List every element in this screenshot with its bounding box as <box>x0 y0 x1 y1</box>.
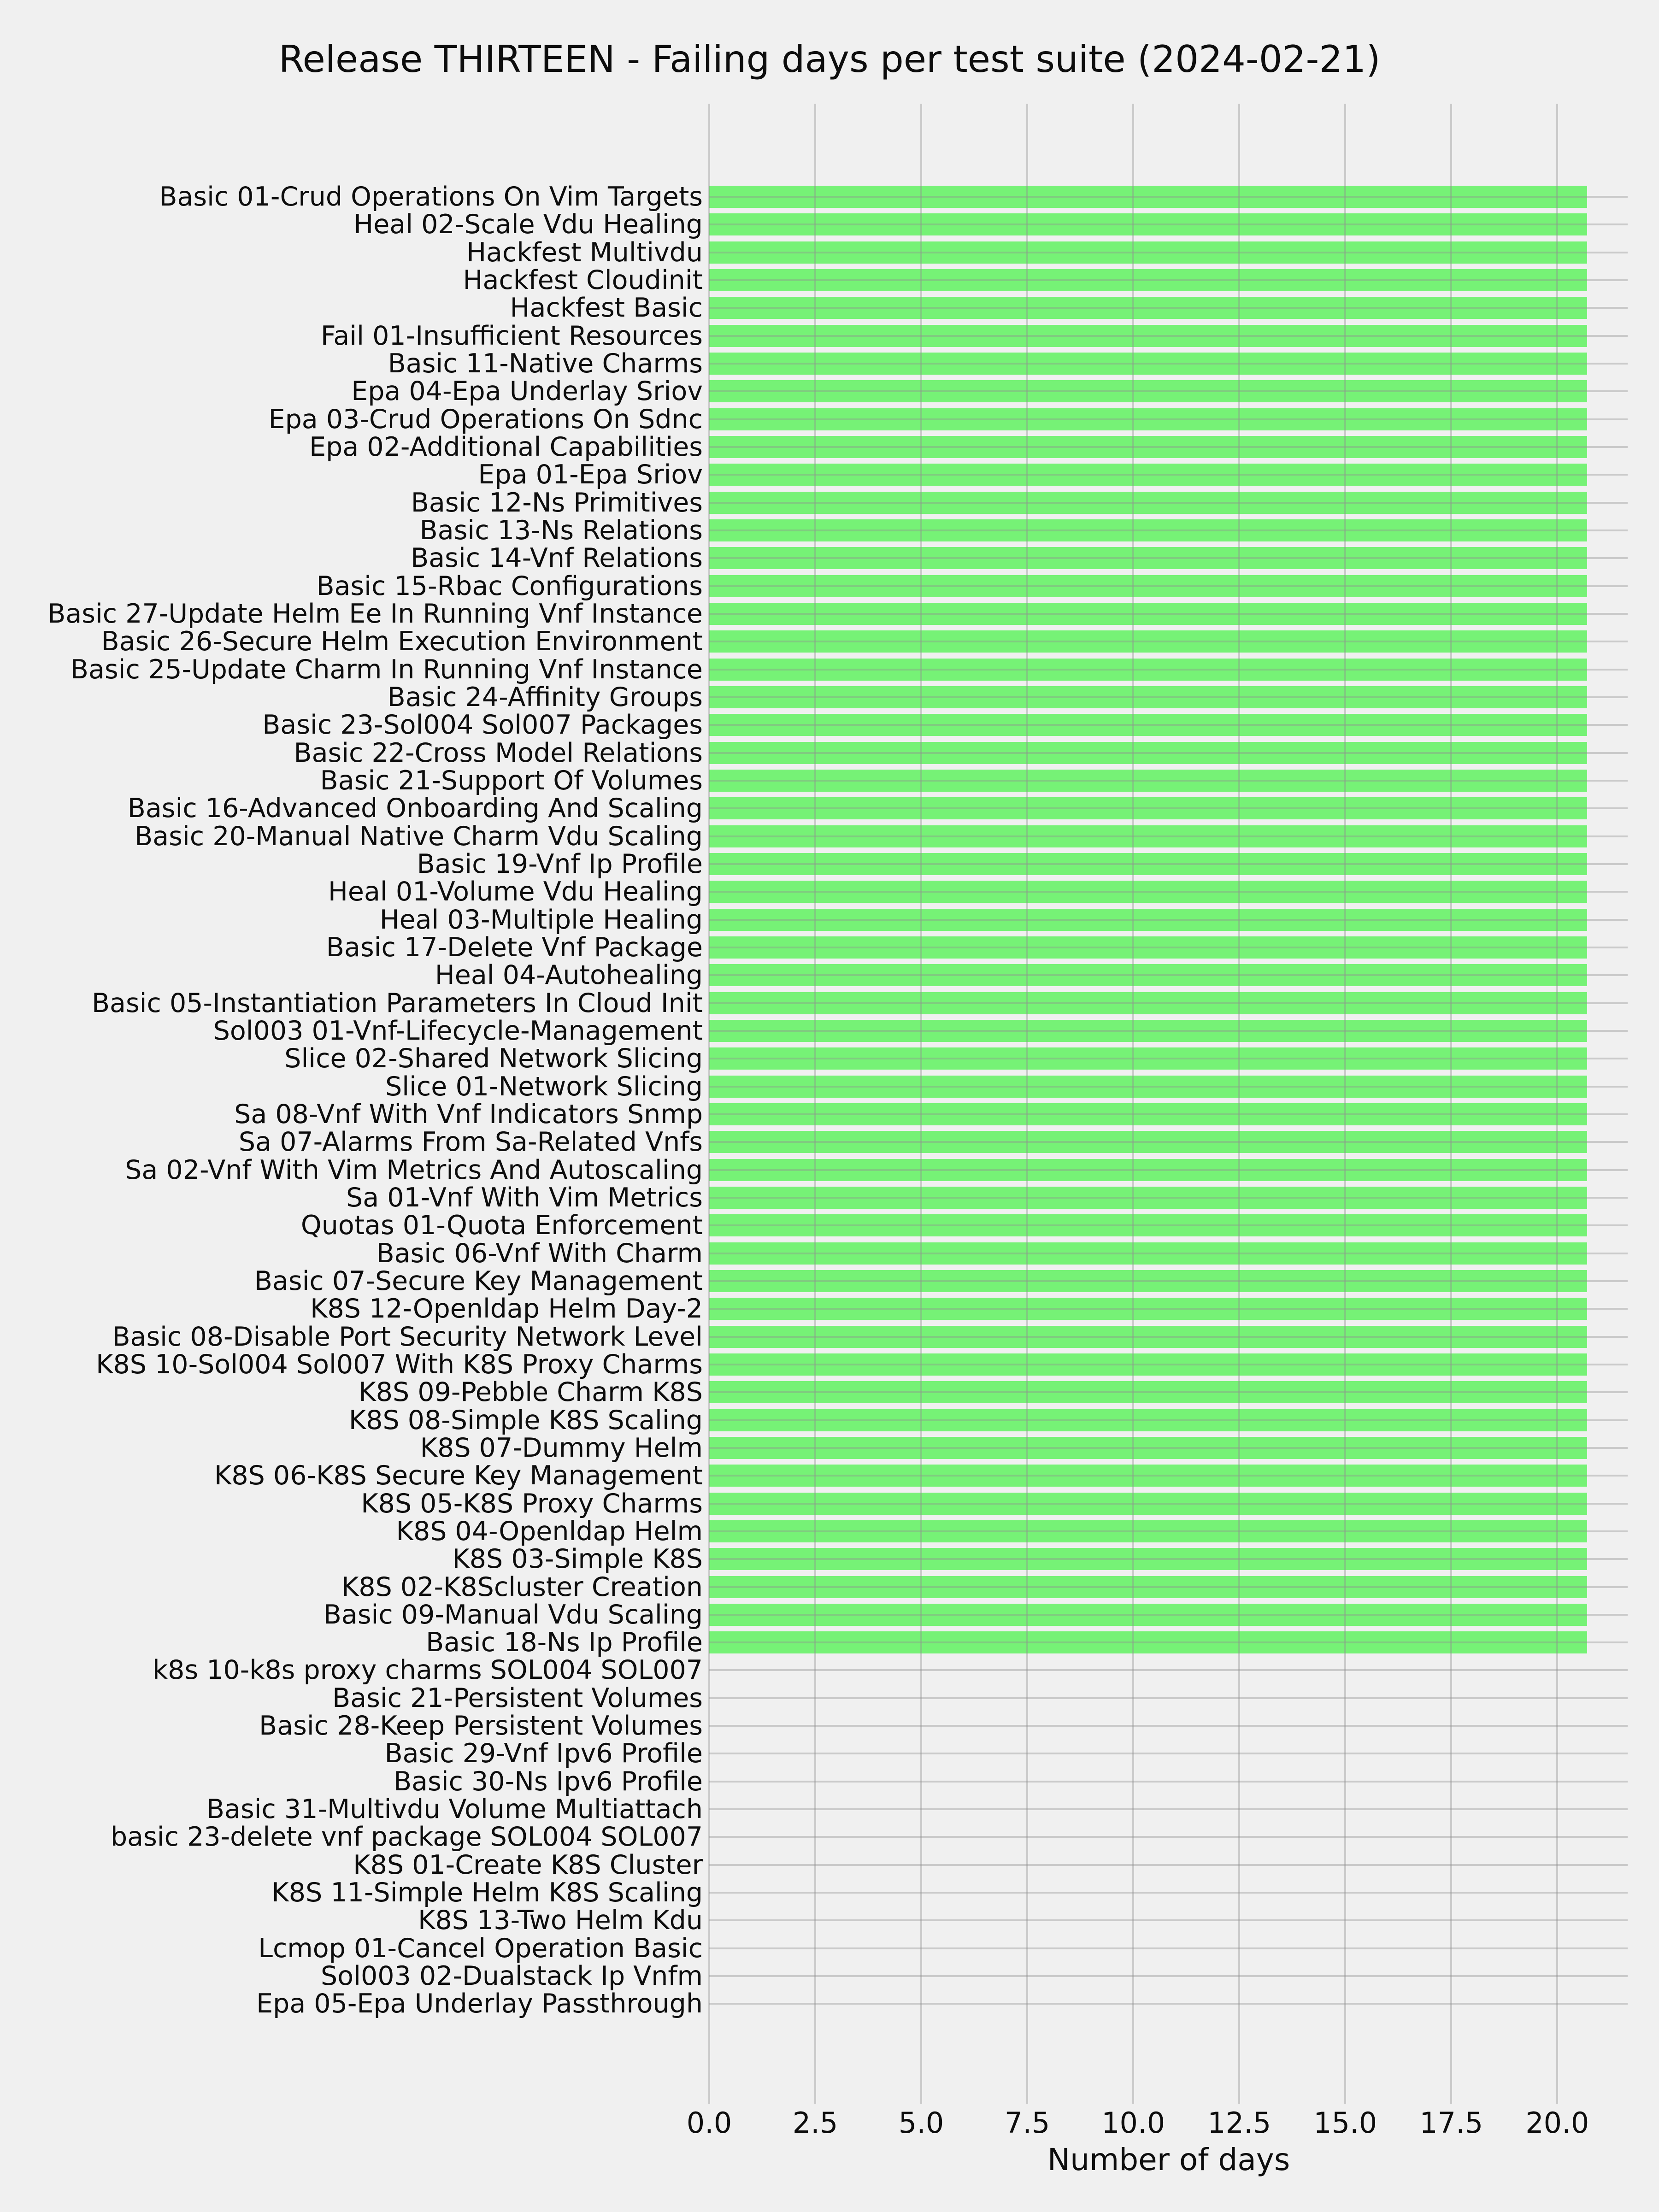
y-tick-label: Hackfest Multivdu <box>466 237 703 268</box>
y-tick-label: Basic 01-Crud Operations On Vim Targets <box>159 182 703 212</box>
y-tick-label: basic 23-delete vnf package SOL004 SOL007 <box>110 1822 703 1853</box>
y-tick-label: Basic 05-Instantiation Parameters In Cloud Init <box>91 988 703 1018</box>
h-gridline <box>709 1030 1628 1032</box>
h-gridline <box>709 1503 1628 1505</box>
y-tick-label: Sa 08-Vnf With Vnf Indicators Snmp <box>234 1099 703 1130</box>
h-gridline <box>709 807 1628 809</box>
y-tick-label: K8S 02-K8Scluster Creation <box>341 1571 703 1602</box>
v-gridline <box>1238 104 1240 2104</box>
y-tick-label: Basic 13-Ns Relations <box>419 515 703 546</box>
h-gridline <box>709 1669 1628 1671</box>
h-gridline <box>709 641 1628 642</box>
y-tick-label: K8S 03-Simple K8S <box>452 1544 703 1575</box>
y-tick-label: Epa 01-Epa Sriov <box>478 459 703 490</box>
y-tick-label: Epa 03-Crud Operations On Sdnc <box>268 404 703 435</box>
h-gridline <box>709 1919 1628 1921</box>
h-gridline <box>709 1002 1628 1004</box>
y-tick-label: Hackfest Basic <box>510 293 703 324</box>
h-gridline <box>709 418 1628 420</box>
v-gridline <box>814 104 816 2104</box>
y-tick-label: k8s 10-k8s proxy charms SOL004 SOL007 <box>153 1655 703 1686</box>
h-gridline <box>709 335 1628 337</box>
h-gridline <box>709 891 1628 893</box>
h-gridline <box>709 1364 1628 1365</box>
y-tick-label: Epa 04-Epa Underlay Sriov <box>351 376 703 407</box>
h-gridline <box>709 1781 1628 1783</box>
y-tick-label: Heal 01-Volume Vdu Healing <box>328 877 703 907</box>
h-gridline <box>709 780 1628 782</box>
h-gridline <box>709 1530 1628 1532</box>
y-tick-label: Basic 23-Sol004 Sol007 Packages <box>262 710 703 741</box>
y-tick-label: Heal 02-Scale Vdu Healing <box>353 209 703 240</box>
y-tick-label: Basic 14-Vnf Relations <box>411 543 703 574</box>
y-tick-label: Basic 18-Ns Ip Profile <box>426 1627 703 1658</box>
h-gridline <box>709 1725 1628 1727</box>
h-gridline <box>709 529 1628 531</box>
y-tick-label: Hackfest Cloudinit <box>463 265 703 295</box>
y-tick-label: Quotas 01-Quota Enforcement <box>300 1210 703 1241</box>
y-tick-label: K8S 12-Openldap Helm Day-2 <box>310 1294 703 1324</box>
h-gridline <box>709 1280 1628 1282</box>
x-tick-label: 17.5 <box>1419 2106 1483 2140</box>
x-tick-label: 5.0 <box>898 2106 944 2140</box>
y-tick-label: Basic 28-Keep Persistent Volumes <box>259 1711 703 1741</box>
h-gridline <box>709 1697 1628 1699</box>
y-tick-label: Sa 07-Alarms From Sa-Related Vnfs <box>238 1127 703 1158</box>
h-gridline <box>709 1641 1628 1643</box>
y-tick-label: Basic 22-Cross Model Relations <box>294 737 703 768</box>
v-gridline <box>1450 104 1452 2104</box>
y-tick-label: K8S 13-Two Helm Kdu <box>418 1905 703 1936</box>
h-gridline <box>709 1253 1628 1254</box>
y-tick-label: Fail 01-Insufficient Resources <box>320 320 703 351</box>
y-tick-label: Epa 05-Epa Underlay Passthrough <box>256 1988 703 2019</box>
h-gridline <box>709 1058 1628 1059</box>
h-gridline <box>709 474 1628 476</box>
v-gridline <box>1556 104 1558 2104</box>
h-gridline <box>709 1224 1628 1226</box>
y-tick-label: Heal 03-Multiple Healing <box>379 904 703 935</box>
h-gridline <box>709 1419 1628 1421</box>
h-gridline <box>709 1808 1628 1810</box>
h-gridline <box>709 613 1628 615</box>
h-gridline <box>709 1975 1628 1977</box>
y-tick-label: K8S 08-Simple K8S Scaling <box>348 1405 703 1435</box>
y-tick-label: Heal 04-Autohealing <box>435 960 703 991</box>
h-gridline <box>709 835 1628 837</box>
h-gridline <box>709 1447 1628 1449</box>
v-gridline <box>1026 104 1028 2104</box>
y-tick-label: Basic 17-Delete Vnf Package <box>326 932 703 963</box>
h-gridline <box>709 974 1628 976</box>
y-tick-label: Basic 09-Manual Vdu Scaling <box>323 1599 703 1630</box>
y-tick-label: Sa 01-Vnf With Vim Metrics <box>346 1182 703 1213</box>
x-tick-label: 7.5 <box>1004 2106 1050 2140</box>
y-tick-label: Basic 08-Disable Port Security Network Level <box>112 1321 703 1352</box>
y-tick-label: Basic 12-Ns Primitives <box>411 487 703 518</box>
v-gridline <box>1132 104 1134 2104</box>
y-tick-label: Basic 24-Affinity Groups <box>387 682 703 712</box>
y-tick-label: Basic 11-Native Charms <box>388 348 703 379</box>
h-gridline <box>709 1113 1628 1115</box>
h-gridline <box>709 919 1628 921</box>
h-gridline <box>709 1947 1628 1949</box>
h-gridline <box>709 1475 1628 1477</box>
y-tick-label: Lcmop 01-Cancel Operation Basic <box>258 1933 703 1964</box>
h-gridline <box>709 1586 1628 1588</box>
y-tick-label: Slice 02-Shared Network Slicing <box>284 1043 703 1074</box>
x-tick-label: 20.0 <box>1525 2106 1589 2140</box>
h-gridline <box>709 2003 1628 2005</box>
y-tick-label: Basic 29-Vnf Ipv6 Profile <box>384 1738 703 1769</box>
h-gridline <box>709 947 1628 948</box>
v-gridline <box>708 104 710 2104</box>
h-gridline <box>709 585 1628 587</box>
y-tick-label: Basic 19-Vnf Ip Profile <box>417 848 703 879</box>
y-tick-label: Basic 16-Advanced Onboarding And Scaling <box>127 793 703 824</box>
y-tick-label: Basic 31-Multivdu Volume Multiattach <box>206 1794 703 1825</box>
y-tick-label: Sol003 01-Vnf-Lifecycle-Management <box>213 1015 703 1046</box>
y-tick-label: K8S 10-Sol004 Sol007 With K8S Proxy Charms <box>96 1349 703 1380</box>
h-gridline <box>709 390 1628 392</box>
h-gridline <box>709 1308 1628 1310</box>
h-gridline <box>709 1169 1628 1171</box>
y-tick-label: Basic 06-Vnf With Charm <box>376 1238 703 1269</box>
h-gridline <box>709 1336 1628 1338</box>
y-tick-label: Basic 30-Ns Ipv6 Profile <box>394 1766 703 1797</box>
plot-area <box>709 104 1628 2104</box>
h-gridline <box>709 363 1628 365</box>
x-tick-label: 10.0 <box>1101 2106 1165 2140</box>
y-tick-label: K8S 06-K8S Secure Key Management <box>214 1460 703 1491</box>
y-tick-label: Sa 02-Vnf With Vim Metrics And Autoscaling <box>125 1154 703 1185</box>
h-gridline <box>709 1836 1628 1838</box>
y-tick-label: Epa 02-Additional Capabilities <box>309 431 703 462</box>
x-tick-label: 0.0 <box>686 2106 732 2140</box>
h-gridline <box>709 696 1628 698</box>
h-gridline <box>709 863 1628 865</box>
y-tick-label: Basic 26-Secure Helm Execution Environment <box>101 626 703 657</box>
y-tick-label: K8S 07-Dummy Helm <box>420 1432 703 1463</box>
h-gridline <box>709 252 1628 253</box>
h-gridline <box>709 752 1628 754</box>
x-tick-label: 15.0 <box>1313 2106 1377 2140</box>
y-tick-label: K8S 11-Simple Helm K8S Scaling <box>271 1877 703 1908</box>
h-gridline <box>709 1558 1628 1560</box>
y-tick-label: K8S 04-Openldap Helm <box>396 1516 703 1547</box>
h-gridline <box>709 224 1628 225</box>
y-tick-label: K8S 09-Pebble Charm K8S <box>359 1377 703 1408</box>
y-tick-label: Slice 01-Network Slicing <box>385 1071 703 1102</box>
h-gridline <box>709 307 1628 309</box>
y-tick-label: Sol003 02-Dualstack Ip Vnfm <box>321 1961 703 1992</box>
x-tick-label: 12.5 <box>1207 2106 1271 2140</box>
h-gridline <box>709 1141 1628 1143</box>
h-gridline <box>709 502 1628 504</box>
h-gridline <box>709 196 1628 198</box>
v-gridline <box>920 104 922 2104</box>
x-axis-title: Number of days <box>1047 2142 1290 2177</box>
h-gridline <box>709 1197 1628 1199</box>
h-gridline <box>709 1086 1628 1088</box>
chart-title: Release THIRTEEN - Failing days per test suite (2024-02-21) <box>278 38 1381 81</box>
y-tick-label: Basic 21-Support Of Volumes <box>320 765 703 796</box>
y-tick-label: Basic 25-Update Charm In Running Vnf Instance <box>70 654 703 685</box>
h-gridline <box>709 557 1628 559</box>
y-tick-label: Basic 07-Secure Key Management <box>254 1265 703 1296</box>
h-gridline <box>709 1614 1628 1616</box>
h-gridline <box>709 1892 1628 1894</box>
y-tick-label: K8S 05-K8S Proxy Charms <box>361 1488 703 1519</box>
h-gridline <box>709 279 1628 281</box>
y-tick-label: Basic 20-Manual Native Charm Vdu Scaling <box>135 821 703 852</box>
h-gridline <box>709 1753 1628 1754</box>
h-gridline <box>709 724 1628 726</box>
x-tick-label: 2.5 <box>792 2106 838 2140</box>
v-gridline <box>1344 104 1346 2104</box>
y-tick-label: Basic 21-Persistent Volumes <box>332 1683 703 1713</box>
y-tick-label: Basic 27-Update Helm Ee In Running Vnf Instance <box>47 598 703 629</box>
h-gridline <box>709 1864 1628 1866</box>
h-gridline <box>709 446 1628 448</box>
y-tick-label: Basic 15-Rbac Configurations <box>316 571 703 601</box>
y-tick-label: K8S 01-Create K8S Cluster <box>353 1849 703 1880</box>
h-gridline <box>709 669 1628 671</box>
h-gridline <box>709 1391 1628 1393</box>
